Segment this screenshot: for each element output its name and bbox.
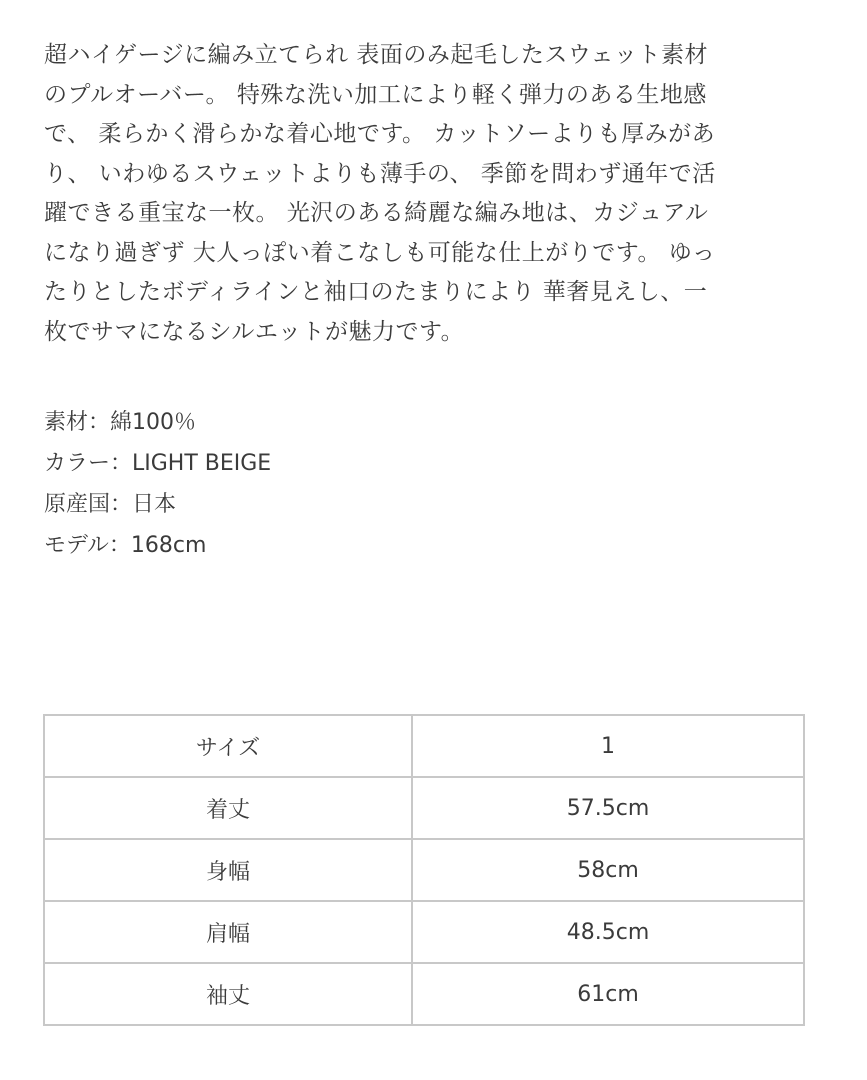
measurement-label: 着丈 — [44, 777, 412, 839]
table-row — [44, 901, 804, 963]
description-line: 超ハイゲージに編み立てられ 表面のみ起毛したスウェット素材 — [44, 42, 708, 68]
product-description — [44, 36, 804, 352]
size-header-value: 1 — [412, 715, 804, 777]
measurement-value: 57.5cm — [412, 777, 804, 839]
table-row — [44, 839, 804, 901]
spec-material: 素材：綿100％ — [44, 410, 196, 435]
description-line: で、 柔らかく滑らかな着心地です。 カットソーよりも厚みがあ — [44, 121, 716, 147]
measurement-label: 身幅 — [44, 839, 412, 901]
description-line: り、 いわゆるスウェットよりも薄手の、 季節を問わず通年で活 — [44, 160, 716, 187]
measurement-value: 61cm — [412, 963, 804, 1025]
spec-origin: 原産国：日本 — [44, 492, 177, 517]
measurement-label: 肩幅 — [44, 901, 412, 963]
product-specs — [44, 402, 804, 566]
measurement-value: 58cm — [412, 839, 804, 901]
measurement-value: 48.5cm — [412, 901, 804, 963]
size-header-label: サイズ — [44, 715, 412, 777]
description-line: たりとしたボディラインと袖口のたまりにより 華奢見えし、一 — [44, 279, 708, 305]
spec-model: モデル：168cm — [44, 533, 207, 558]
description-line: になり過ぎず 大人っぽい着こなしも可能な仕上がりです。 ゆっ — [44, 239, 716, 266]
description-line: 躍できる重宝な一枚。 光沢のある綺麗な編み地は、カジュアル — [44, 200, 709, 226]
table-row — [44, 715, 804, 777]
table-row — [44, 777, 804, 839]
table-row — [44, 963, 804, 1025]
measurement-label: 袖丈 — [44, 963, 412, 1025]
description-line: のプルオーバー。 特殊な洗い加工により軽く弾力のある生地感 — [44, 81, 707, 108]
spec-color: カラー：LIGHT BEIGE — [44, 451, 272, 476]
size-table — [43, 714, 805, 1026]
description-line: 枚でサマになるシルエットが魅力です。 — [44, 318, 465, 345]
